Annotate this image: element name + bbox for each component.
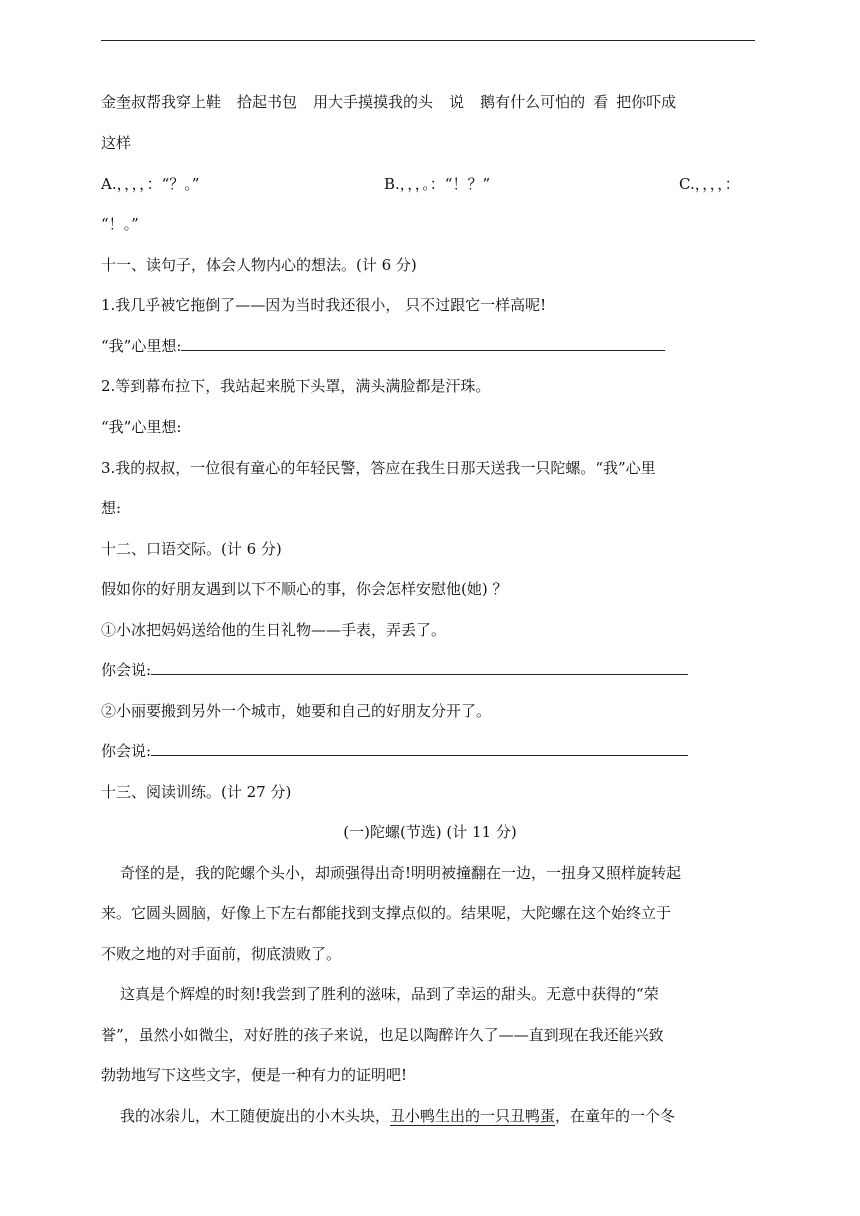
sentence-part: 金奎叔帮我穿上鞋 bbox=[101, 93, 222, 111]
passage-p1-line3: 不败之地的对手面前，彻底溃败了。 bbox=[101, 945, 342, 963]
passage-p1-line1: 奇怪的是，我的陀螺个头小，却顽强得出奇!明明被撞翻在一边，一扭身又照样旋转起 bbox=[120, 864, 682, 882]
passage-p2-line1: 这真是个辉煌的时刻!我尝到了胜利的滋味，品到了幸运的甜头。无意中获得的“荣 bbox=[120, 985, 659, 1003]
passage-p2-line3: 勃勃地写下这些文字，便是一种有力的证明吧! bbox=[101, 1066, 408, 1084]
answer-prompt: 你会说: bbox=[101, 661, 152, 679]
q10-sentence bbox=[101, 92, 676, 112]
passage-title: (一)陀螺(节选) (计 11 分) bbox=[343, 823, 517, 841]
option-b: B.，，，。：“！？” bbox=[384, 175, 491, 193]
passage-p1-line2: 来。它圆头圆脑，好像上下左右都能找到支撑点似的。结果呢，大陀螺在这个始终立于 bbox=[101, 904, 672, 922]
q12-case-2: ②小丽要搬到另外一个城市，她要和自己的好朋友分开了。 bbox=[101, 702, 492, 720]
sentence-part: 鹅有什么可怕的 bbox=[480, 93, 586, 111]
option-c: C.，，，，： bbox=[679, 175, 740, 193]
section-title-13: 十三、阅读训练。(计 27 分) bbox=[101, 783, 292, 801]
underlined-phrase: 丑小鸭生出的一只丑鸭蛋 bbox=[390, 1107, 556, 1125]
answer-blank[interactable] bbox=[151, 741, 688, 756]
q11-answer-1 bbox=[101, 336, 665, 356]
answer-prompt: 你会说: bbox=[101, 742, 152, 760]
section-title-11: 十一、读句子，体会人物内心的想法。(计 6 分) bbox=[101, 256, 417, 274]
header-rule bbox=[101, 40, 755, 41]
answer-blank[interactable] bbox=[181, 336, 665, 351]
q12-intro: 假如你的好朋友遇到以下不顺心的事，你会怎样安慰他(她) ？ bbox=[101, 580, 508, 598]
q12-answer-1 bbox=[101, 660, 688, 680]
passage-text: 我的冰尜儿，木工随便旋出的小木头块， bbox=[120, 1107, 391, 1125]
q11-item-3-continued: 想: bbox=[101, 499, 122, 517]
answer-prompt: “我”心里想: bbox=[101, 337, 182, 355]
passage-text: ，在童年的一个冬 bbox=[555, 1107, 676, 1125]
q11-item-3: 3.我的叔叔，一位很有童心的年轻民警，答应在我生日那天送我一只陀螺。“我”心里 bbox=[101, 459, 656, 477]
q12-answer-2 bbox=[101, 741, 688, 761]
q11-item-2: 2.等到幕布拉下，我站起来脱下头罩，满头满脸都是汗珠。 bbox=[101, 377, 491, 395]
q10-sentence-end: 这样 bbox=[101, 134, 132, 152]
sentence-part: 说 bbox=[449, 93, 465, 111]
option-a: A.，，，，：“？。” bbox=[101, 175, 200, 193]
answer-prompt: “我”心里想: bbox=[101, 418, 182, 436]
sentence-part: 拾起书包 bbox=[237, 93, 298, 111]
q12-case-1: ①小冰把妈妈送给他的生日礼物——手表，弄丢了。 bbox=[101, 621, 447, 639]
passage-p2-line2: 誉”，虽然小如微尘，对好胜的孩子来说，也足以陶醉许久了——直到现在我还能兴致 bbox=[101, 1026, 664, 1044]
q11-item-1: 1.我几乎被它拖倒了——因为当时我还很小， 只不过跟它一样高呢! bbox=[101, 296, 547, 314]
section-title-12: 十二、口语交际。(计 6 分) bbox=[101, 540, 282, 558]
passage-p3-line1 bbox=[120, 1106, 675, 1126]
sentence-part: 用大手摸摸我的头 bbox=[313, 93, 434, 111]
sentence-part: 把你吓成 bbox=[616, 93, 677, 111]
option-c-continued: “！。” bbox=[101, 215, 139, 233]
q11-answer-2 bbox=[101, 417, 181, 437]
sentence-part: 看 bbox=[593, 93, 609, 111]
answer-blank[interactable] bbox=[151, 660, 688, 675]
